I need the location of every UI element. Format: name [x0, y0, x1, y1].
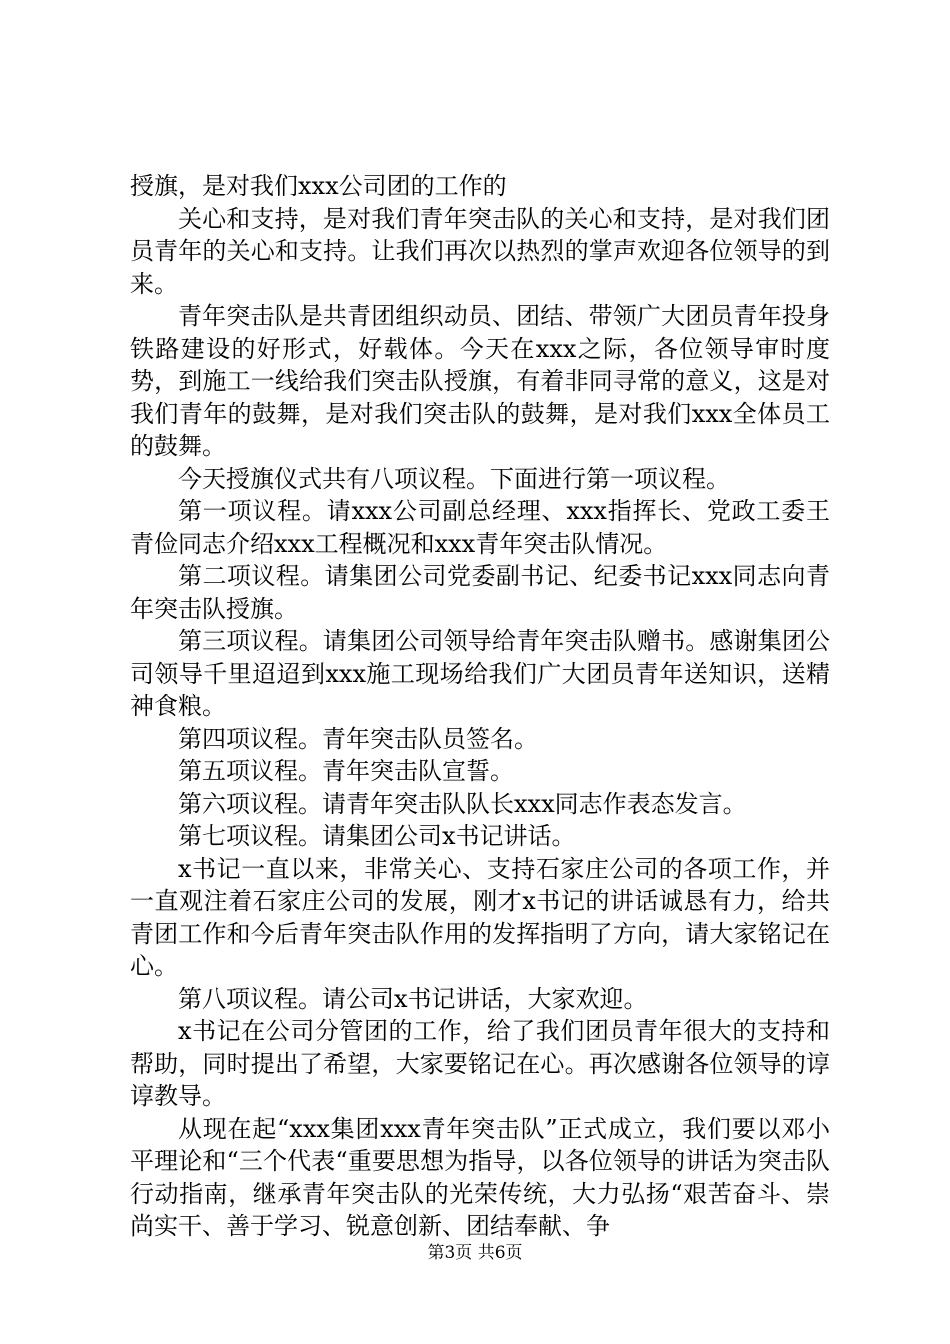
- page-number-footer: 第3页 共6页: [427, 1243, 523, 1263]
- paragraph-10: 第六项议程。请青年突击队队长xxx同志作表态发言。: [178, 789, 747, 818]
- paragraph-12: x书记一直以来，非常关心、支持石家庄公司的各项工作，并一直观注着石家庄公司的发展，刚才x书记的讲话诚恳有力，给共青团工作和今后青年突击队作用的发挥指明了方向，请大家铭记在心。: [130, 854, 830, 980]
- paragraph-11: 第七项议程。请集团公司x书记讲话。: [178, 822, 576, 850]
- paragraph-5: 第一项议程。请xxx公司副总经理、xxx指挥长、党政工委王青俭同志介绍xxx工程概况和xxx青年突击队情况。: [130, 497, 830, 558]
- paragraph-7: 第三项议程。请集团公司领导给青年突击队赠书。感谢集团公司领导千里迢迢到xxx施工现场给我们广大团员青年送知识，送精神食粮。: [130, 627, 830, 720]
- paragraph-4: 今天授旗仪式共有八项议程。下面进行第一项议程。: [178, 464, 730, 493]
- paragraph-15: 从现在起“xxx集团xxx青年突击队”正式成立，我们要以邓小平理论和“三个代表“重要思想为指导，以各位领导的讲话为突击队行动指南，继承青年突击队的光荣传统，大力弘扬“艰苦奋斗、崇尚实干、善于学习、锐意创新、团结奉献、争: [130, 1114, 830, 1240]
- paragraph-6: 第二项议程。请集团公司党委副书记、纪委书记xxx同志向青年突击队授旗。: [130, 562, 830, 623]
- document-body: [130, 170, 830, 1243]
- paragraph-9: 第五项议程。青年突击队宣誓。: [178, 757, 514, 785]
- paragraph-1: 授旗，是对我们xxx公司团的工作的: [130, 172, 507, 200]
- paragraph-3: 青年突击队是共青团组织动员、团结、带领广大团员青年投身铁路建设的好形式，好载体。今天在xxx之际，各位领导审时度势，到施工一线给我们突击队授旗，有着非同寻常的意义，这是对我们青年的鼓舞，是对我们突击队的鼓舞，是对我们xxx全体员工的鼓舞。: [130, 302, 830, 460]
- paragraph-8: 第四项议程。青年突击队员签名。: [178, 724, 538, 753]
- paragraph-13: 第八项议程。请公司x书记讲话，大家欢迎。: [178, 984, 648, 1013]
- paragraph-14: x书记在公司分管团的工作，给了我们团员青年很大的支持和帮助，同时提出了希望，大家要铭记在心。再次感谢各位领导的谆谆教导。: [130, 1017, 830, 1110]
- paragraph-2: 关心和支持，是对我们青年突击队的关心和支持，是对我们团员青年的关心和支持。让我们再次以热烈的掌声欢迎各位领导的到来。: [130, 204, 830, 298]
